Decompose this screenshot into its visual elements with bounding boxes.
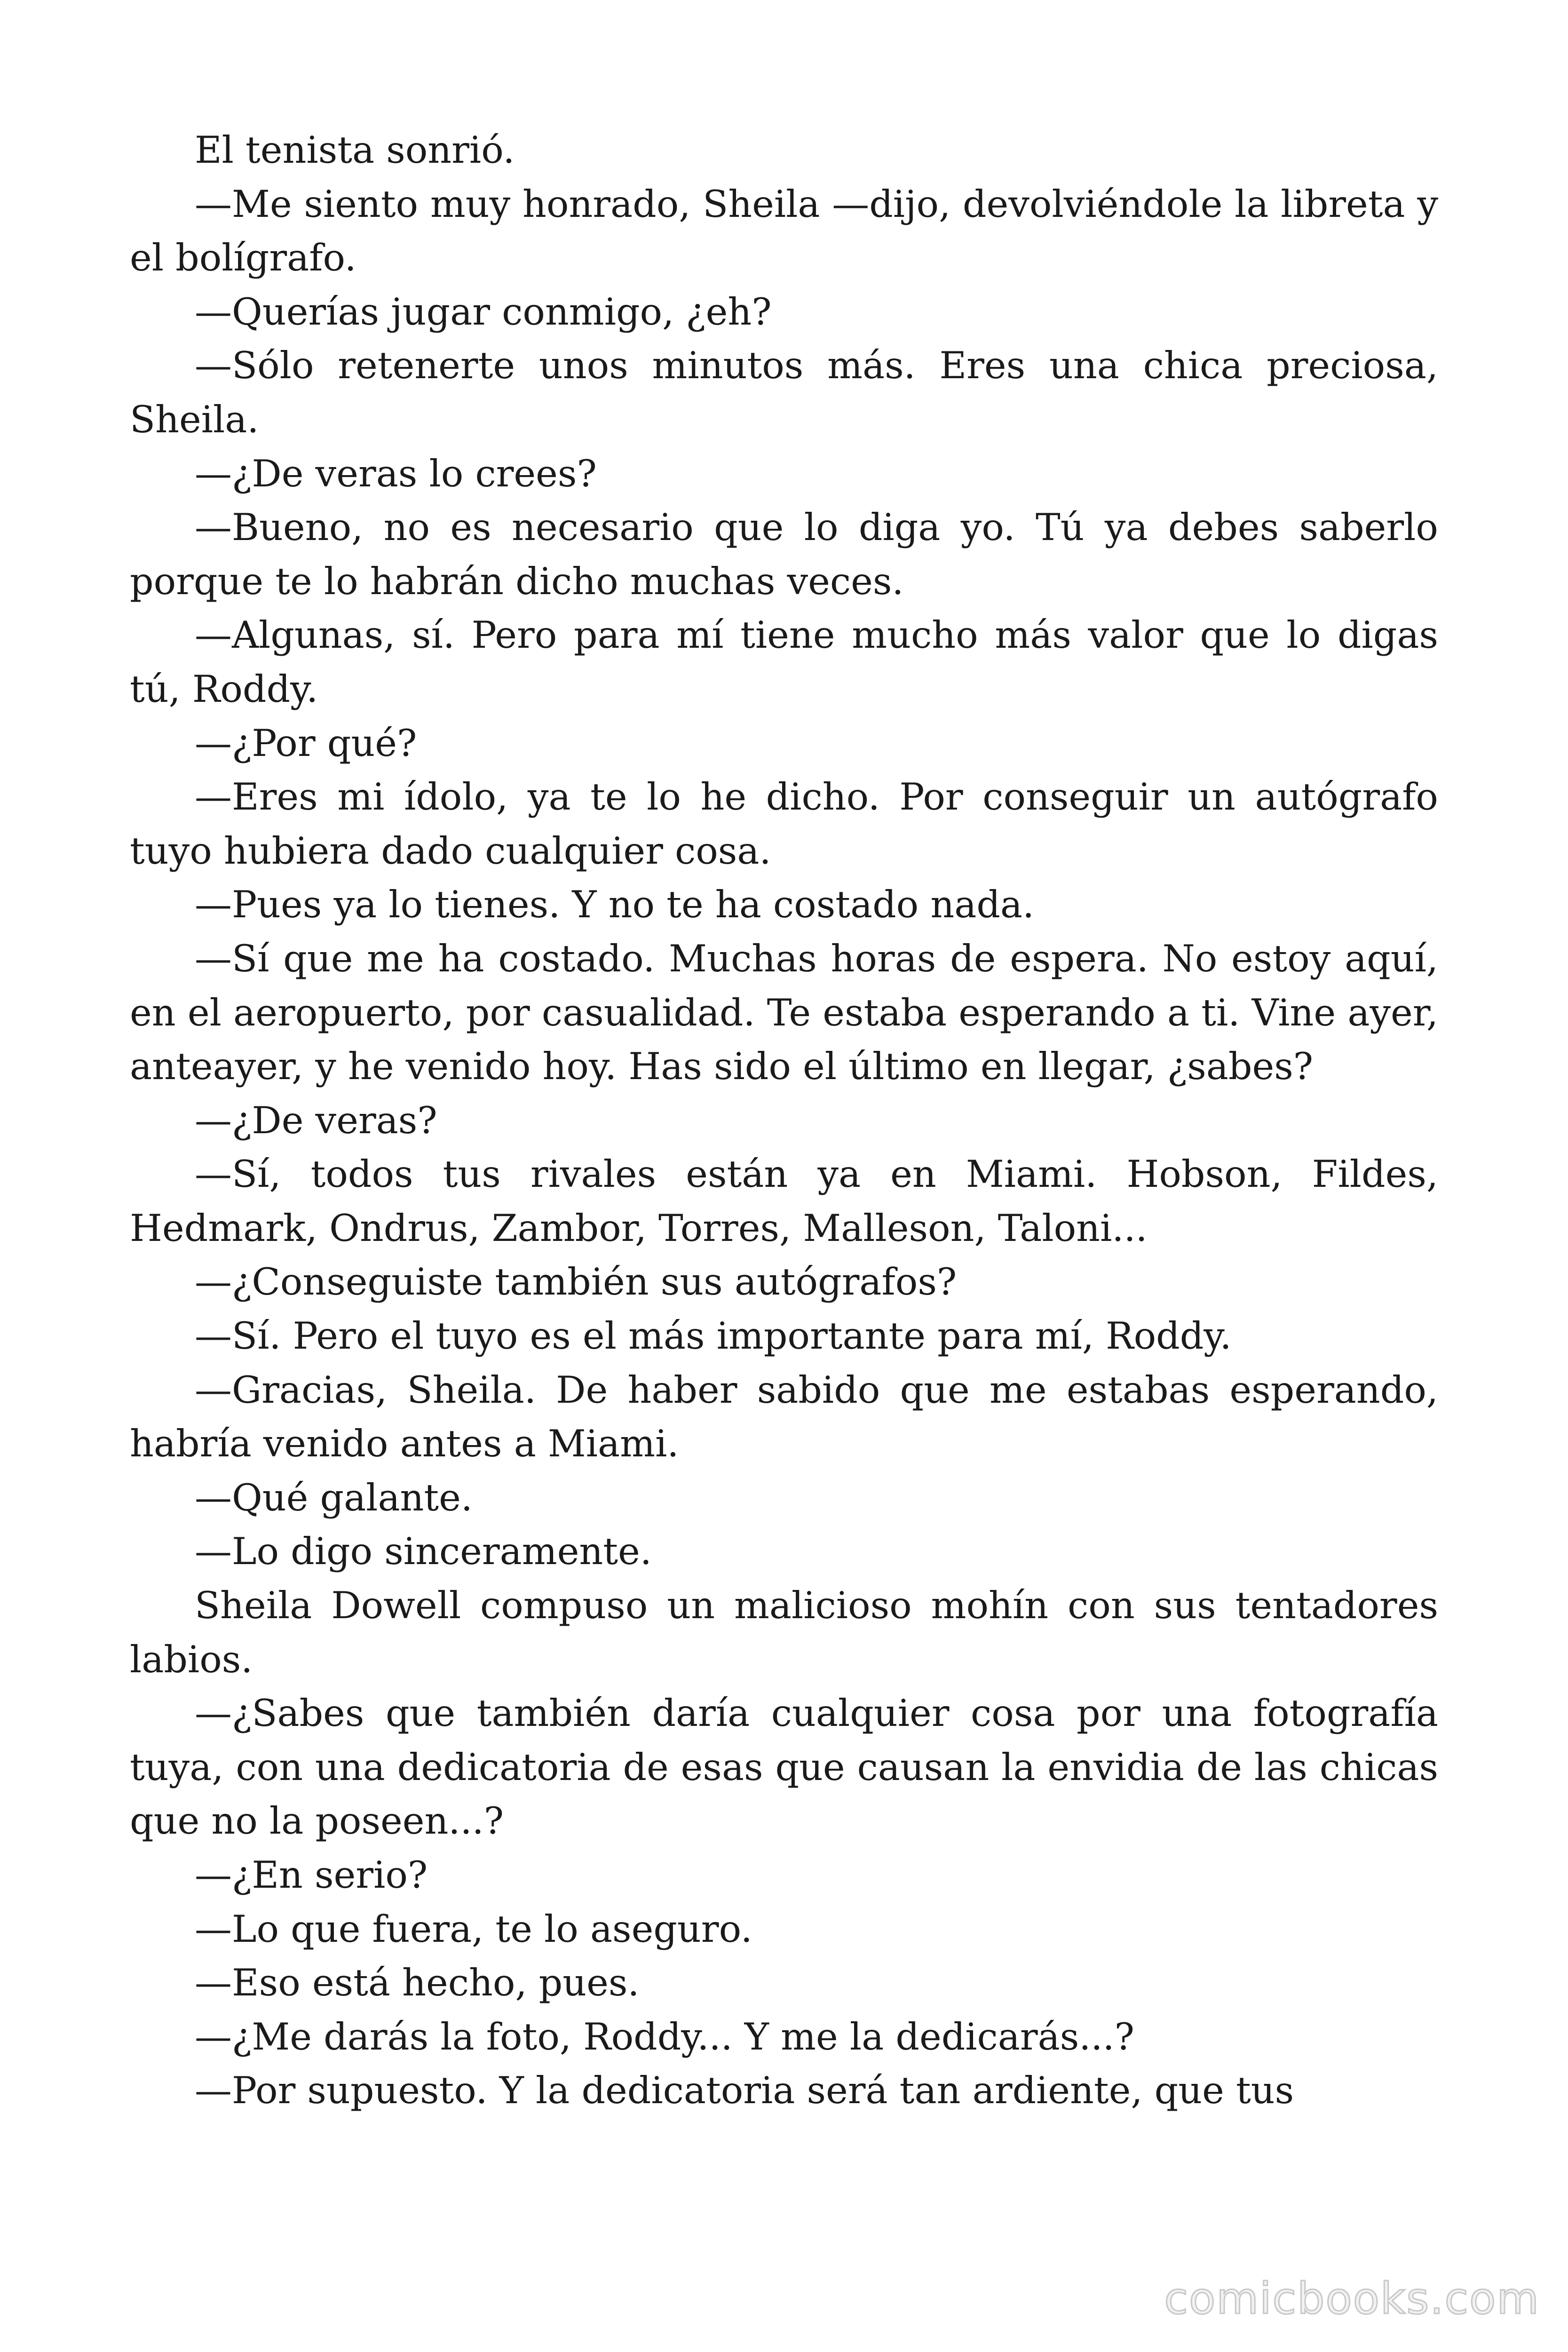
paragraph: —Qué galante. — [195, 1476, 473, 1519]
paragraph: —Querías jugar conmigo, ¿eh? — [195, 290, 772, 334]
paragraph: —Gracias, Sheila. De haber sabido que me estabas esperando, habría venido antes a Miami. — [130, 1368, 1438, 1466]
paragraph: —¿De veras? — [195, 1098, 437, 1142]
paragraph: —Sí. Pero el tuyo es el más importante para mí, Roddy. — [195, 1314, 1232, 1358]
paragraph: —Pues ya lo tienes. Y no te ha costado nada. — [195, 883, 1035, 927]
paragraph: —¿Conseguiste también sus autógrafos? — [195, 1260, 957, 1304]
paragraph: —Lo digo sinceramente. — [195, 1530, 652, 1573]
paragraph: —Sólo retenerte unos minutos más. Eres una chica preciosa, Sheila. — [130, 344, 1438, 441]
paragraph: —¿Por qué? — [195, 721, 417, 765]
paragraph: —Sí, todos tus rivales están ya en Miami. Hobson, Fildes, Hedmark, Ondrus, Zambor, Torres, Malleson, Taloni... — [130, 1152, 1438, 1250]
paragraph: El tenista sonrió. — [195, 128, 515, 172]
paragraph: Sheila Dowell compuso un malicioso mohín con sus tentadores labios. — [130, 1584, 1438, 1681]
paragraph: —Algunas, sí. Pero para mí tiene mucho más valor que lo digas tú, Roddy. — [130, 613, 1438, 711]
watermark: comicbooks.com — [1164, 2273, 1540, 2324]
body-text — [130, 123, 1438, 2118]
paragraph: —Me siento muy honrado, Sheila —dijo, devolviéndole la libreta y el bolígrafo. — [130, 182, 1438, 280]
paragraph: —Lo que fuera, te lo aseguro. — [195, 1907, 752, 1951]
paragraph: —¿Sabes que también daría cualquier cosa por una fotografía tuya, con una dedicatoria de esas que causan la envidia de las chicas que no la poseen...? — [130, 1692, 1438, 1843]
paragraph: —Bueno, no es necesario que lo diga yo. Tú ya debes saberlo porque te lo habrán dicho muchas veces. — [130, 506, 1438, 603]
paragraph: —¿Me darás la foto, Roddy... Y me la dedicarás...? — [195, 2015, 1134, 2058]
paragraph: —Sí que me ha costado. Muchas horas de espera. No estoy aquí, en el aeropuerto, por casualidad. Te estaba esperando a ti. Vine ayer, anteayer, y he venido hoy. Has sido el último en llegar, ¿sabes? — [130, 937, 1438, 1089]
paragraph: —¿De veras lo crees? — [195, 452, 597, 495]
paragraph: —Por supuesto. Y la dedicatoria será tan ardiente, que tus — [195, 2069, 1294, 2113]
paragraph: —Eso está hecho, pues. — [195, 1961, 640, 2005]
paragraph: —¿En serio? — [195, 1853, 428, 1897]
paragraph: —Eres mi ídolo, ya te lo he dicho. Por conseguir un autógrafo tuyo hubiera dado cualquier cosa. — [130, 775, 1438, 873]
